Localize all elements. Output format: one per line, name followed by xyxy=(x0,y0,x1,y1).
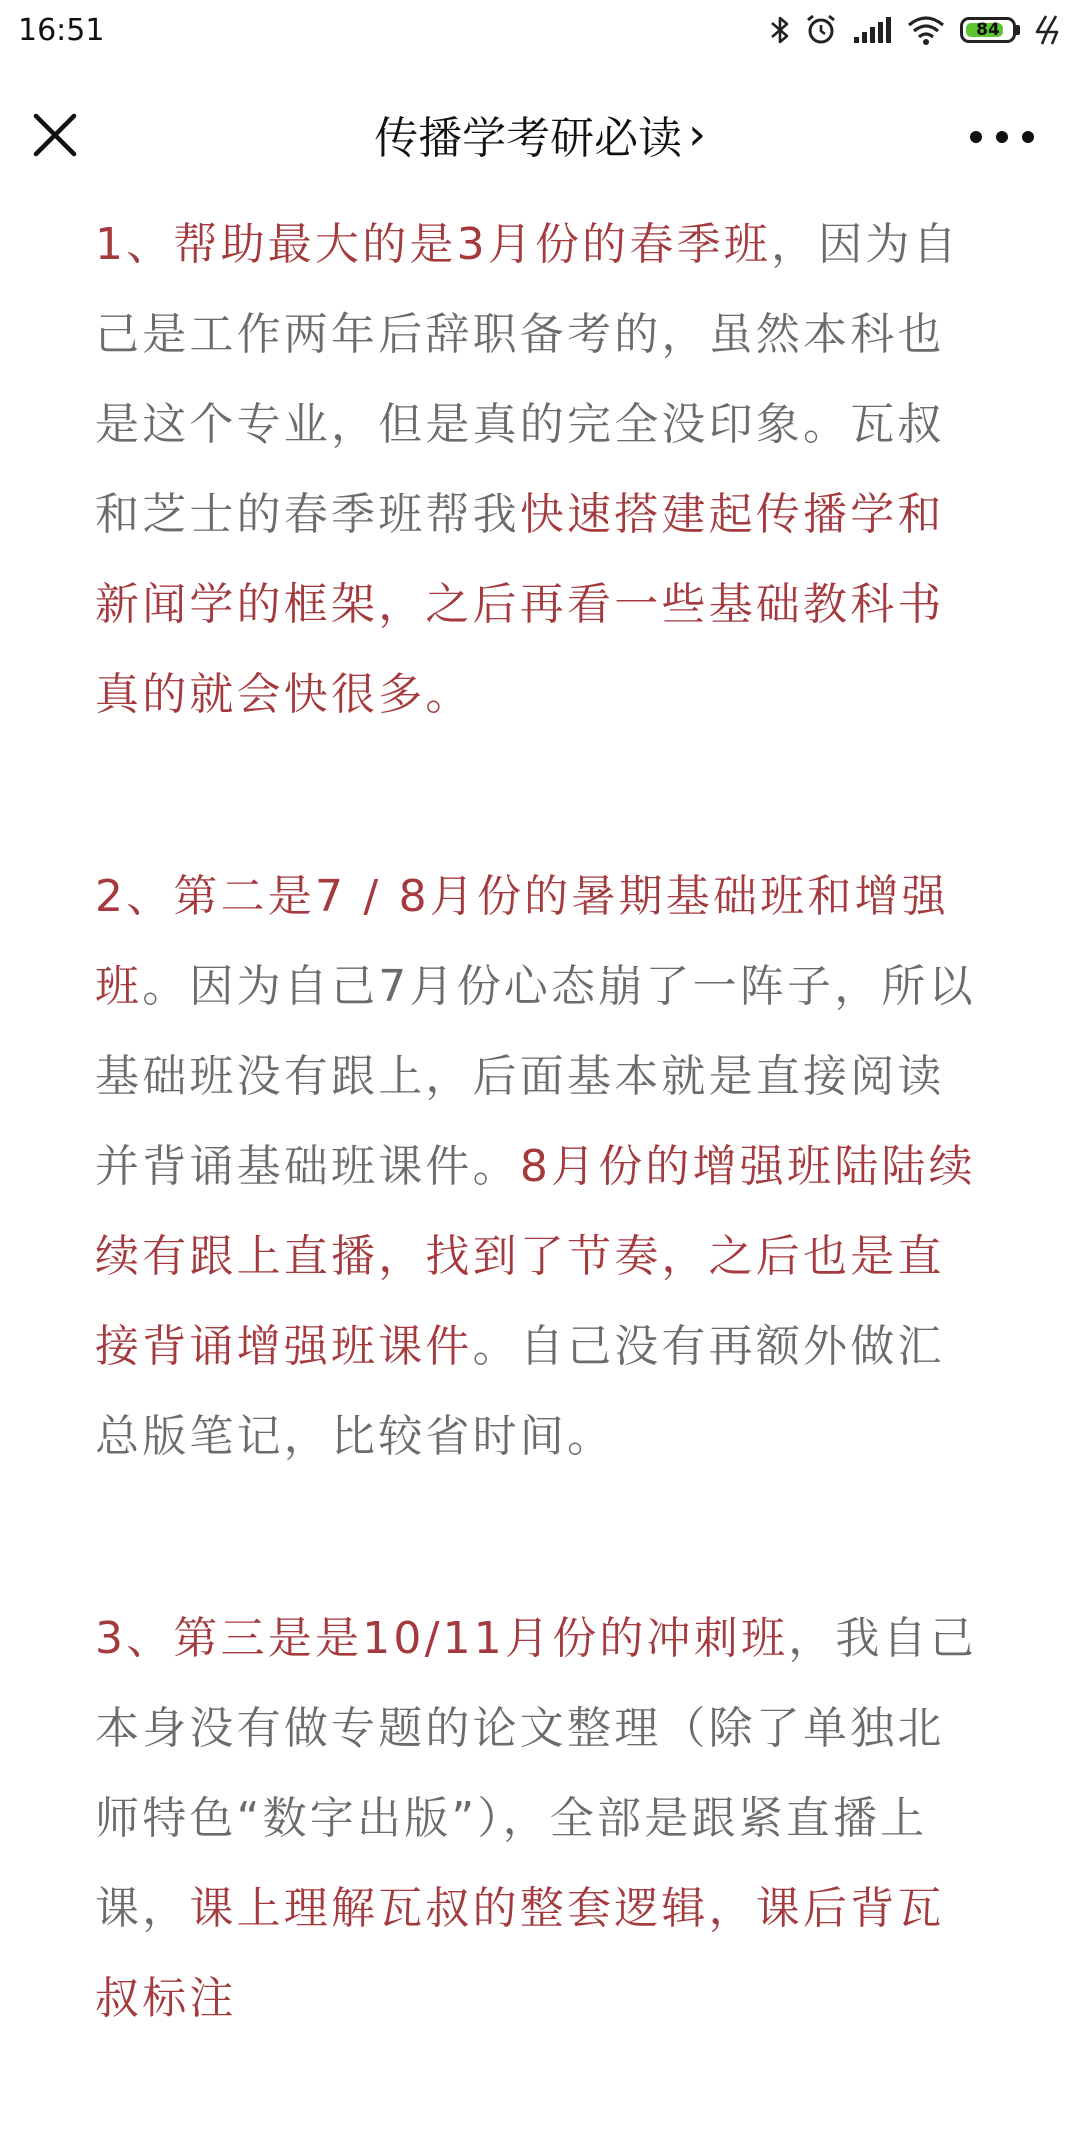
bluetooth-icon xyxy=(770,14,790,46)
battery-level: 84 xyxy=(976,20,1000,40)
more-dot-icon xyxy=(996,131,1008,143)
highlight-text: 课上理解瓦叔的整套逻辑，课后背瓦叔标注 xyxy=(95,1883,945,2024)
status-icons xyxy=(770,13,1062,47)
article-paragraph-1 xyxy=(95,200,990,740)
nav-bar xyxy=(0,72,1080,200)
article-paragraph-3 xyxy=(95,1594,990,2044)
highlight-text: 快速搭建起传播学和新闻学的框架，之后再看一些基础教科书真的就会快很多。 xyxy=(95,489,945,720)
wifi-icon xyxy=(906,14,946,46)
body-text: 。自己没有再额外做汇总版笔记，比较省时间。 xyxy=(95,1321,945,1462)
status-bar xyxy=(0,0,1080,72)
article-paragraph-2 xyxy=(95,852,990,1482)
body-text: 。因为自己7月份心态崩了一阵子，所以基础班没有跟上，后面基本就是直接阅读并背诵基础班课件。 xyxy=(95,961,976,1192)
status-time: 16:51 xyxy=(18,12,105,48)
page-title-text: 传播学考研必读 xyxy=(374,113,683,164)
page-title[interactable] xyxy=(0,102,1080,166)
more-dot-icon xyxy=(970,131,982,143)
more-button[interactable] xyxy=(970,122,1034,152)
highlight-text: 2、第二是7 / 8月份的暑期基础班和增强班 xyxy=(95,871,949,1012)
chevron-right-icon: › xyxy=(688,108,706,160)
signal-icon xyxy=(852,15,892,45)
more-dot-icon xyxy=(1022,131,1034,143)
battery-icon xyxy=(960,17,1020,43)
highlight-text: 3、第三是是10/11月份的冲刺班 xyxy=(95,1613,789,1664)
highlight-text: 1、帮助最大的是3月份的春季班 xyxy=(95,219,771,270)
alarm-icon xyxy=(804,13,838,47)
article-body xyxy=(95,200,990,2156)
charging-icon xyxy=(1034,14,1062,46)
body-text: ，我自己本身没有做专题的论文整理（除了单独北师特色“数字出版”），全部是跟紧直播上课， xyxy=(95,1613,978,1934)
highlight-text: 8月份的增强班陆陆续续有跟上直播，找到了节奏，之后也是直接背诵增强班课件 xyxy=(95,1141,976,1372)
body-text: ，因为自己是工作两年后辞职备考的，虽然本科也是这个专业，但是真的完全没印象。瓦叔和芝士的春季班帮我 xyxy=(95,219,960,540)
